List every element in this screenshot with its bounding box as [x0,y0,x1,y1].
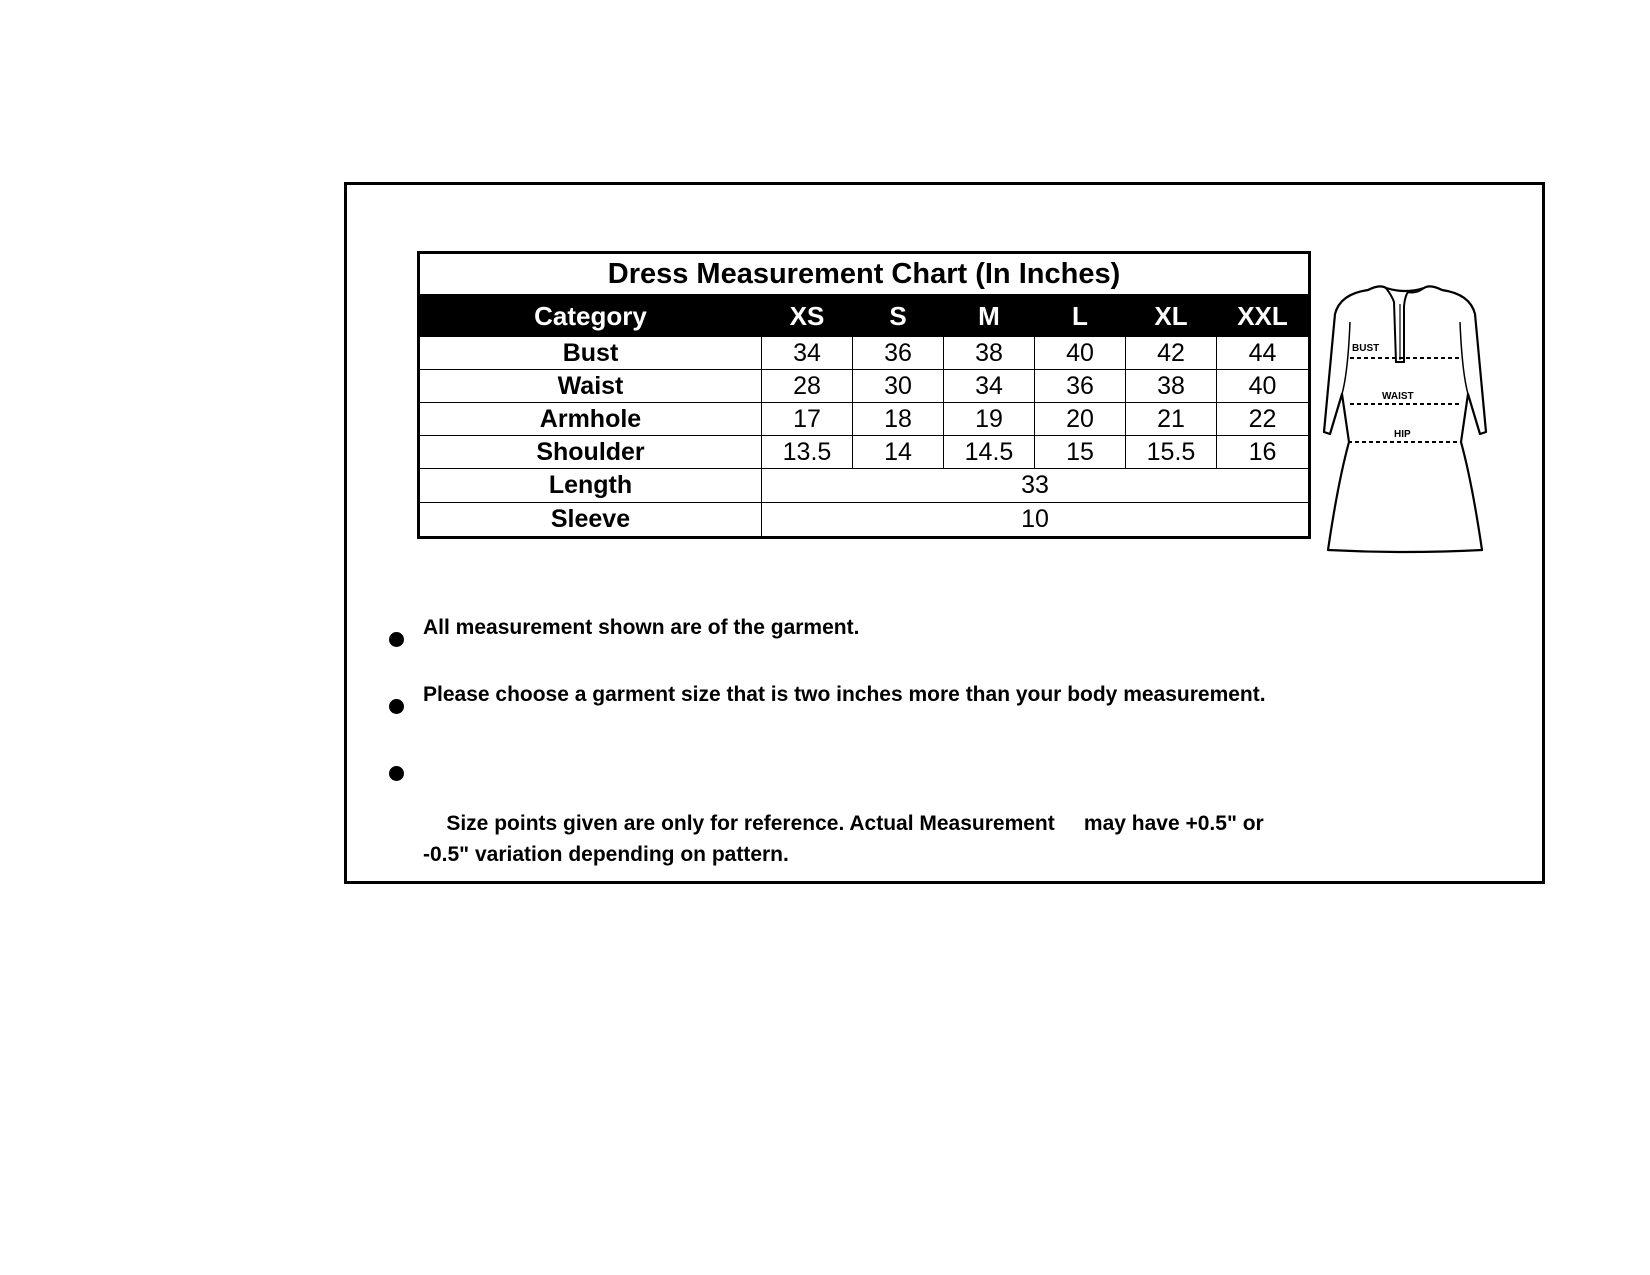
table-row-armhole [419,403,1310,436]
waist-label: WAIST [1382,391,1414,402]
header-size-xl: XL [1126,295,1217,337]
table-cell: 15 [1035,436,1126,469]
table-cell: 28 [762,370,853,403]
row-label: Length [419,469,762,503]
table-cell: 15.5 [1126,436,1217,469]
list-item [383,679,1303,710]
bullet-icon [389,766,404,781]
hip-label: HIP [1394,429,1411,440]
table-cell: 14.5 [944,436,1035,469]
note-text: Please choose a garment size that is two inches more than your body measurement. [423,683,1266,706]
row-label: Waist [419,370,762,403]
table-cell-span: 33 [762,469,1310,503]
table-cell: 44 [1217,337,1310,370]
header-size-l: L [1035,295,1126,337]
note-text: Size points given are only for reference. Actual Measurement may have +0.5" or -0.5" variation depending on pattern. [423,812,1270,866]
table-cell: 36 [853,337,944,370]
header-row [419,295,1310,337]
table-cell: 36 [1035,370,1126,403]
table-cell: 38 [1126,370,1217,403]
table-cell: 22 [1217,403,1310,436]
table-cell: 19 [944,403,1035,436]
dress-diagram [1320,282,1490,557]
list-item [383,612,1303,643]
header-size-m: M [944,295,1035,337]
header-size-s: S [853,295,944,337]
row-label: Sleeve [419,503,762,538]
bullet-icon [389,699,404,714]
table-cell: 14 [853,436,944,469]
row-label: Shoulder [419,436,762,469]
table-row-length [419,469,1310,503]
table-row-sleeve [419,503,1310,538]
table-row-waist [419,370,1310,403]
table-cell: 40 [1035,337,1126,370]
table-cell-span: 10 [762,503,1310,538]
notes-list [383,612,1303,937]
table-cell: 17 [762,403,853,436]
table-row-shoulder [419,436,1310,469]
table-title: Dress Measurement Chart (In Inches) [419,253,1310,296]
bullet-icon [389,632,404,647]
table-cell: 34 [762,337,853,370]
header-size-xs: XS [762,295,853,337]
table-cell: 40 [1217,370,1310,403]
table-cell: 38 [944,337,1035,370]
list-item [383,746,1303,901]
header-size-xxl: XXL [1217,295,1310,337]
table-cell: 13.5 [762,436,853,469]
table-cell: 42 [1126,337,1217,370]
table-cell: 16 [1217,436,1310,469]
row-label: Bust [419,337,762,370]
row-label: Armhole [419,403,762,436]
table-cell: 34 [944,370,1035,403]
table-cell: 20 [1035,403,1126,436]
table-row-bust [419,337,1310,370]
table-cell: 30 [853,370,944,403]
bust-label: BUST [1352,343,1380,354]
table-cell: 18 [853,403,944,436]
header-category: Category [419,295,762,337]
note-text: All measurement shown are of the garment. [423,616,860,639]
measurement-table [417,251,1311,539]
table-cell: 21 [1126,403,1217,436]
